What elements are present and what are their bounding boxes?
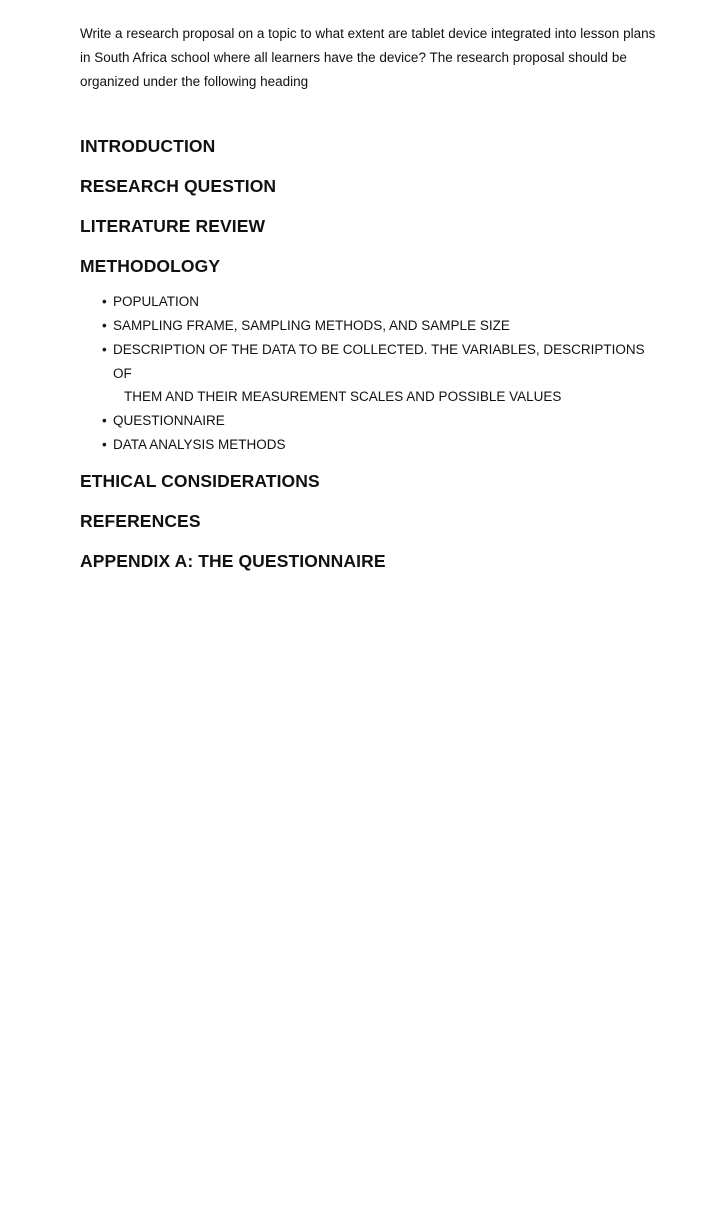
list-item-text-line2: THEM AND THEIR MEASUREMENT SCALES AND POSSIBLE VALUES [124, 389, 562, 404]
heading-literature-review: LITERATURE REVIEW [80, 216, 266, 236]
heading-research-question: RESEARCH QUESTION [80, 176, 277, 196]
intro-paragraph: Write a research proposal on a topic to what extent are tablet device integrated into lesson plans in South Africa school where all learners have the device? The research proposal should be organized under the following heading [80, 26, 656, 89]
bullet-icon: • [102, 437, 107, 452]
list-item-data-analysis [102, 433, 660, 457]
document-page [80, 22, 660, 589]
list-item-text: SAMPLING FRAME, SAMPLING METHODS, AND SAMPLE SIZE [113, 318, 510, 333]
list-item-data-description [102, 338, 660, 409]
list-item-text: POPULATION [113, 294, 200, 309]
proposal-outline [80, 134, 660, 573]
heading-ethical-considerations: ETHICAL CONSIDERATIONS [80, 470, 320, 491]
list-item-text-line1: DESCRIPTION OF THE DATA TO BE COLLECTED. THE VARIABLES, DESCRIPTIONS OF [113, 342, 645, 381]
methodology-list [80, 290, 660, 457]
list-item-population [102, 290, 660, 314]
heading-references: REFERENCES [80, 510, 201, 531]
heading-introduction: INTRODUCTION [80, 136, 216, 156]
heading-appendix-a: APPENDIX A: THE QUESTIONNAIRE [80, 550, 386, 571]
bullet-icon: • [102, 318, 107, 333]
bullet-icon: • [102, 294, 107, 309]
heading-methodology: METHODOLOGY [80, 256, 221, 276]
list-item-text: DATA ANALYSIS METHODS [113, 437, 286, 452]
list-item-questionnaire [102, 409, 660, 433]
bullet-icon: • [102, 342, 107, 357]
list-item-text: QUESTIONNAIRE [113, 413, 225, 428]
bullet-icon: • [102, 413, 107, 428]
list-item-sampling [102, 314, 660, 338]
